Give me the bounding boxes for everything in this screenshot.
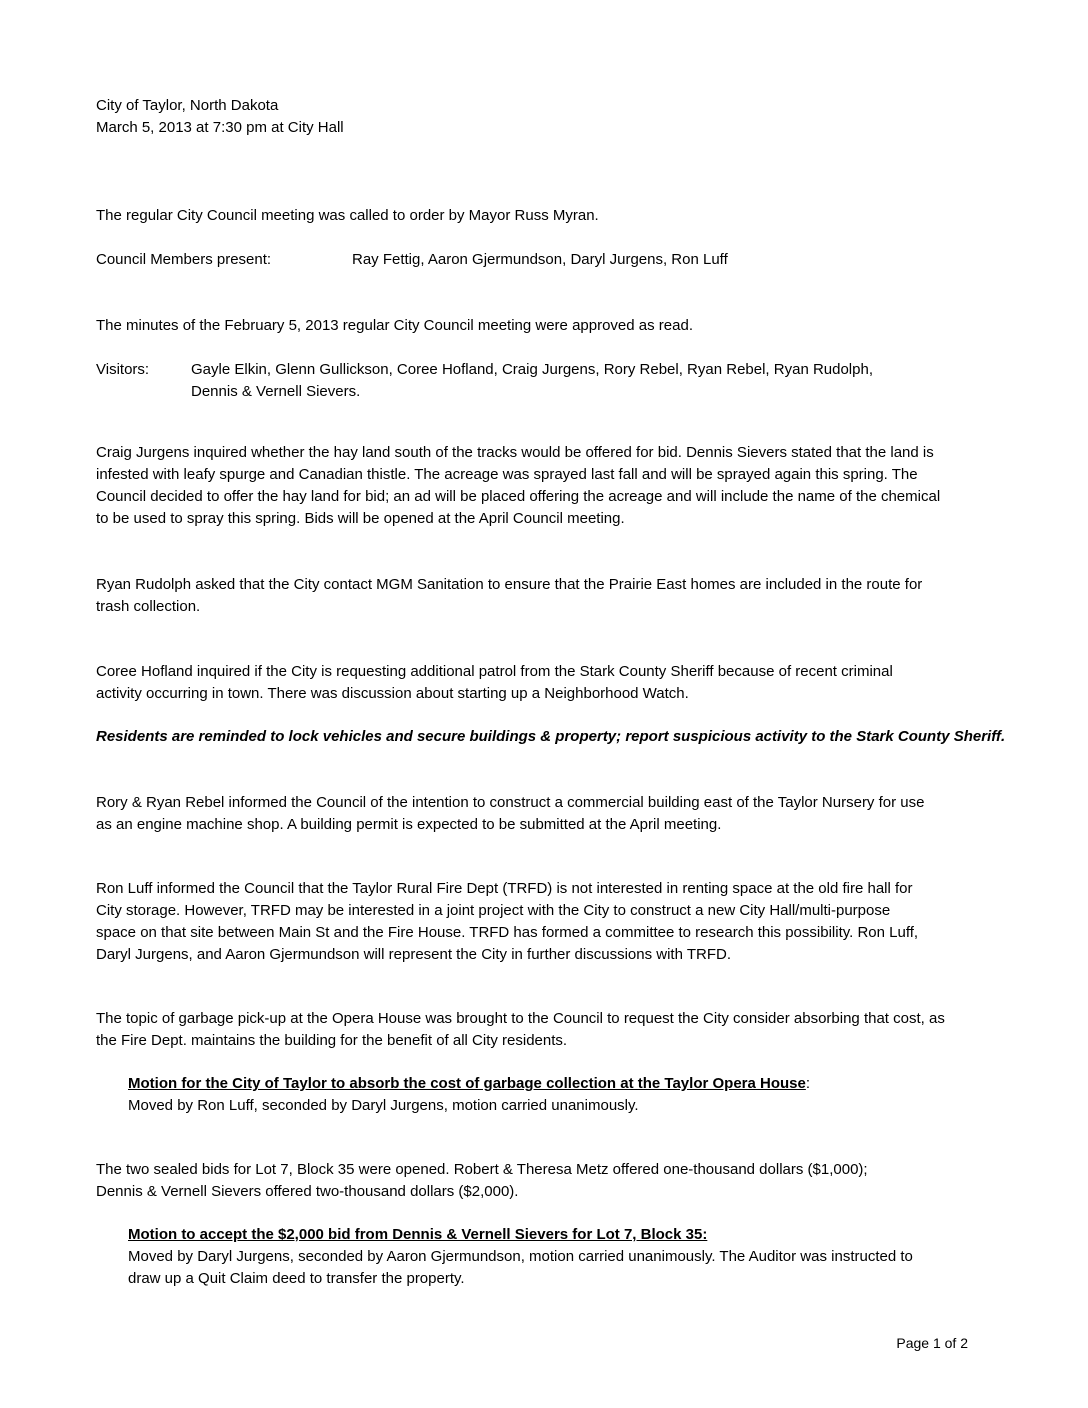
paragraph-garbage [96, 1008, 1026, 1052]
meeting-date: March 5, 2013 at 7:30 pm at City Hall [96, 119, 344, 136]
paragraph-line: trash collection. [96, 598, 201, 615]
motion-title-suffix: : [805, 1075, 811, 1092]
motion-garbage [96, 1073, 1026, 1117]
members-present [96, 249, 1026, 271]
visitors-label: Visitors: [96, 361, 150, 378]
paragraph-line: Council decided to offer the hay land for bid; an ad will be placed offering the acreage and will include the name of the chemical [96, 488, 941, 505]
paragraph-line: Dennis & Vernell Sievers offered two-thousand dollars ($2,000). [96, 1183, 519, 1200]
paragraph-line: space on that site between Main St and the Fire House. TRFD has formed a committee to research this possibility. Ron Luff, [96, 924, 919, 941]
paragraph-line: Rory & Ryan Rebel informed the Council of the intention to construct a commercial building east of the Taylor Nursery for use [96, 794, 925, 811]
paragraph-line: City storage. However, TRFD may be interested in a joint project with the City to construct a new City Hall/multi-purpose [96, 902, 891, 919]
paragraph-rebel [96, 792, 1026, 836]
motion-text: Moved by Daryl Jurgens, seconded by Aaron Gjermundson, motion carried unanimously. The Auditor was instructed to [128, 1248, 913, 1265]
paragraph-patrol [96, 661, 1026, 705]
motion-text: draw up a Quit Claim deed to transfer the property. [128, 1270, 465, 1287]
minutes-text: The minutes of the February 5, 2013 regular City Council meeting were approved as read. [96, 317, 693, 334]
paragraph-line: as an engine machine shop. A building permit is expected to be submitted at the April meeting. [96, 816, 722, 833]
members-names: Ray Fettig, Aaron Gjermundson, Daryl Jurgens, Ron Luff [352, 251, 728, 268]
motion-lot-sale [96, 1224, 1026, 1290]
document-header [96, 95, 1026, 139]
call-to-order [96, 205, 1026, 227]
city-name: City of Taylor, North Dakota [96, 97, 279, 114]
paragraph-line: The topic of garbage pick-up at the Opera House was brought to the Council to request the City consider absorbing that cost, as [96, 1010, 945, 1027]
visitors-line: Gayle Elkin, Glenn Gullickson, Coree Hofland, Craig Jurgens, Rory Rebel, Ryan Rebel, Ryan Rudolph, [191, 361, 873, 378]
paragraph-line: Ryan Rudolph asked that the City contact MGM Sanitation to ensure that the Prairie East homes are included in the route for [96, 576, 923, 593]
visitors-line: Dennis & Vernell Sievers. [191, 383, 361, 400]
paragraph-bids [96, 1159, 1026, 1203]
safety-reminder [96, 726, 1026, 748]
motion-title: Motion for the City of Taylor to absorb the cost of garbage collection at the Taylor Opera House [128, 1075, 806, 1092]
reminder-text: Residents are reminded to lock vehicles and secure buildings & property; report suspicious activity to the Stark County Sheriff. [96, 728, 1006, 745]
members-label: Council Members present: [96, 251, 272, 268]
visitors [96, 359, 1026, 403]
call-to-order-text: The regular City Council meeting was called to order by Mayor Russ Myran. [96, 207, 599, 224]
minutes-approval [96, 315, 1026, 337]
paragraph-trash [96, 574, 1026, 618]
paragraph-hay-land [96, 442, 1026, 530]
paragraph-line: The two sealed bids for Lot 7, Block 35 were opened. Robert & Theresa Metz offered one-thousand dollars ($1,000); [96, 1161, 868, 1178]
paragraph-line: Daryl Jurgens, and Aaron Gjermundson will represent the City in further discussions with TRFD. [96, 946, 731, 963]
paragraph-line: the Fire Dept. maintains the building for the benefit of all City residents. [96, 1032, 568, 1049]
motion-title: Motion to accept the $2,000 bid from Dennis & Vernell Sievers for Lot 7, Block 35: [128, 1226, 708, 1243]
motion-text: Moved by Ron Luff, seconded by Daryl Jurgens, motion carried unanimously. [128, 1097, 639, 1114]
paragraph-line: to be used to spray this spring. Bids will be opened at the April Council meeting. [96, 510, 625, 527]
paragraph-line: Coree Hofland inquired if the City is requesting additional patrol from the Stark County Sheriff because of recent criminal [96, 663, 893, 680]
paragraph-line: infested with leafy spurge and Canadian thistle. The acreage was sprayed last fall and will be sprayed again this spring. The [96, 466, 918, 483]
paragraph-line: Craig Jurgens inquired whether the hay land south of the tracks would be offered for bid. Dennis Sievers stated that the land is [96, 444, 934, 461]
paragraph-line: Ron Luff informed the Council that the Taylor Rural Fire Dept (TRFD) is not interested in renting space at the old fire hall for [96, 880, 913, 897]
page-number: Page 1 of 2 [896, 1335, 968, 1351]
paragraph-line: activity occurring in town. There was discussion about starting up a Neighborhood Watch. [96, 685, 689, 702]
paragraph-trfd [96, 878, 1026, 966]
